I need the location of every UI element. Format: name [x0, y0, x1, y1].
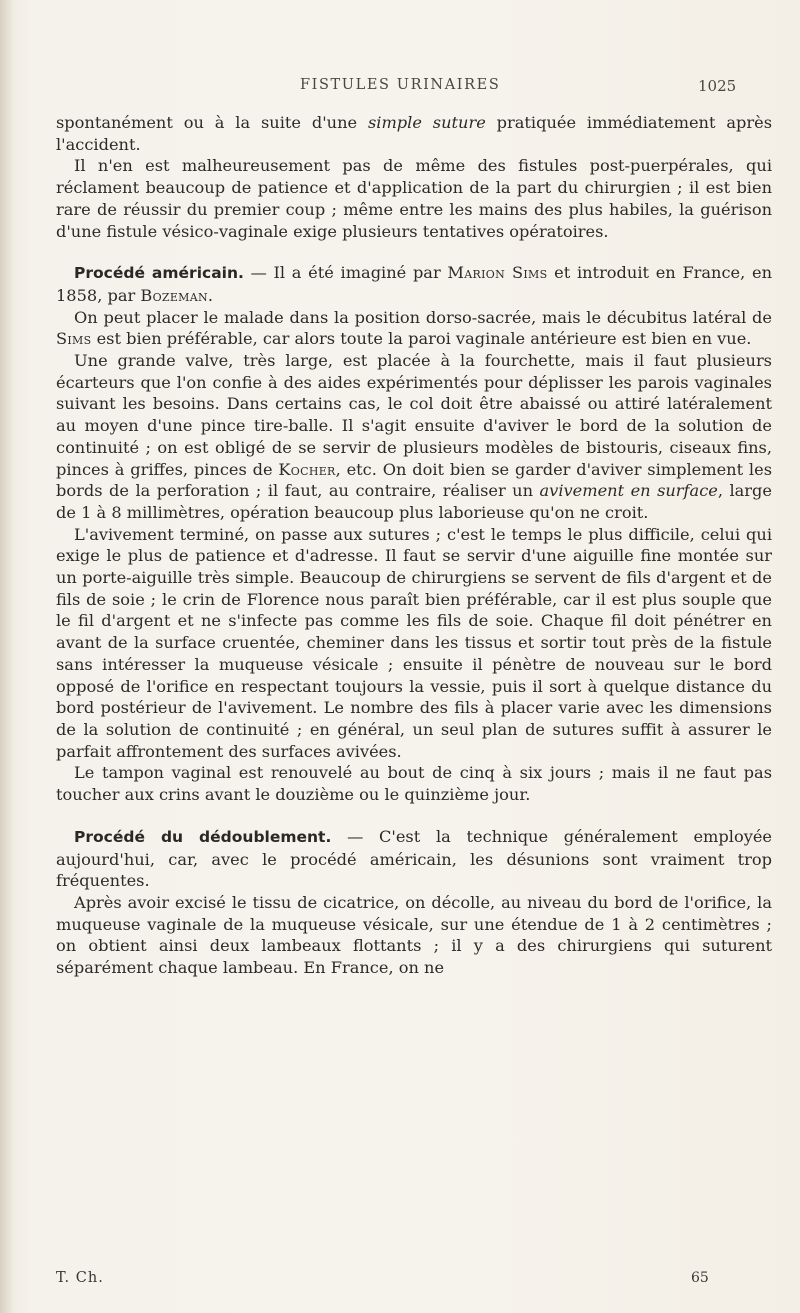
paragraph-2: Il n'en est malheureusement pas de même des fistules post-puerpérales, qui réclament beaucoup de patience et d'application de la part du chirurgien ; il est bien rare de réussir du premier coup ; même entre les mains des plus habiles, la guérison d'une fistule vésico-vaginale exige plusieurs tentatives opératoires. [56, 156, 772, 241]
author-bozeman: Bozeman [140, 285, 208, 305]
page-number: 1025 [698, 77, 737, 95]
section-heading-americain: Procédé américain. [74, 264, 244, 283]
page-footer [0, 1270, 800, 1292]
paragraph-6: Le tampon vaginal est renouvelé au bout de cinq à six jours ; mais il ne faut pas toucher aux crins avant le douzième ou le quinzième jour. [56, 763, 772, 805]
page-gutter-shadow [0, 0, 14, 1313]
paragraph-1: spontanément ou à la suite d'une simple suture pratiquée immédiatement après l'accident. [56, 113, 772, 154]
section-heading-dedoublement: Procédé du dédoublement. [74, 827, 332, 846]
running-title: FISTULES URINAIRES [300, 77, 501, 93]
section-procede-dedoublement: Procédé du dédoublement. — C'est la technique généralement employée aujourd'hui, car, avec le procédé américain, les désunions sont vraiment trop fréquentes. [56, 826, 772, 891]
author-marion-sims: Marion Sims [447, 263, 548, 283]
paragraph-3: On peut placer le malade dans la position dorso-sacrée, mais le décubitus latéral de Sims est bien préférable, car alors toute la paroi vaginale antérieure est bien en vue. [56, 307, 772, 349]
section-procede-americain: Procédé américain. — Il a été imaginé par Marion Sims et introduit en France, en 1858, par Bozeman. [56, 263, 772, 305]
signature-mark: T. Ch. [56, 1270, 104, 1286]
paragraph-7: Après avoir excisé le tissu de cicatrice, on décolle, au niveau du bord de l'orifice, la muqueuse vaginale de la muqueuse vésicale, sur une étendue de 1 à 2 centimètres ; on obtient ainsi deux lambeaux flottants ; il y a des chirurgiens qui suturent séparément chaque lambeau. En France, on ne [56, 892, 772, 978]
author-kocher: Kocher [278, 459, 336, 479]
body-text [56, 112, 772, 979]
sheet-number: 65 [691, 1270, 709, 1286]
paragraph-4: Une grande valve, très large, est placée à la fourchette, mais il faut plusieurs écarteurs que l'on confie à des aides expérimentés pour déplisser les parois vaginales suivant les besoins. Dans certains cas, le col doit être abaissé ou attiré latéralement au moyen d'une pince tire-balle. Il s'agit ensuite d'aviver le bord de la solution de continuité ; on est obligé de se servir de plusieurs modèles de bistouris, ciseaux fins, pinces à griffes, pinces de Kocher, etc. On doit bien se garder d'aviver simplement les bords de la perforation ; il faut, au contraire, réaliser un avivement en surface, large de 1 à 8 millimètres, opération beaucoup plus laborieuse qu'on ne croit. [56, 351, 772, 522]
running-head [0, 77, 800, 99]
emphasis-avivement: avivement en surface [539, 481, 718, 501]
paragraph-5: L'avivement terminé, on passe aux sutures ; c'est le temps le plus difficile, celui qui exige le plus de patience et d'adresse. Il faut se servir d'une aiguille fine montée sur un porte-aiguille très simple. Beaucoup de chirurgiens se servent de fils d'argent et de fils de soie ; le crin de Florence nous paraît bien préférable, car il est plus souple que le fil d'argent et ne s'infecte pas comme les fils de soie. Chaque fil doit pénétrer en avant de la surface cruentée, cheminer dans les tissus et sortir tout près de la fistule sans intéresser la muqueuse vésicale ; ensuite il pénètre de nouveau sur le bord opposé de l'orifice en respectant toujours la vessie, puis il sort à quelque distance du bord postérieur de l'avivement. Le nombre des fils à placer varie avec les dimensions de la solution de continuité ; en général, un seul plan de sutures suffit à assurer le parfait affrontement des surfaces avivées. [56, 524, 772, 761]
author-sims: Sims [56, 329, 92, 349]
emphasis-simple-suture: simple suture [367, 113, 486, 132]
